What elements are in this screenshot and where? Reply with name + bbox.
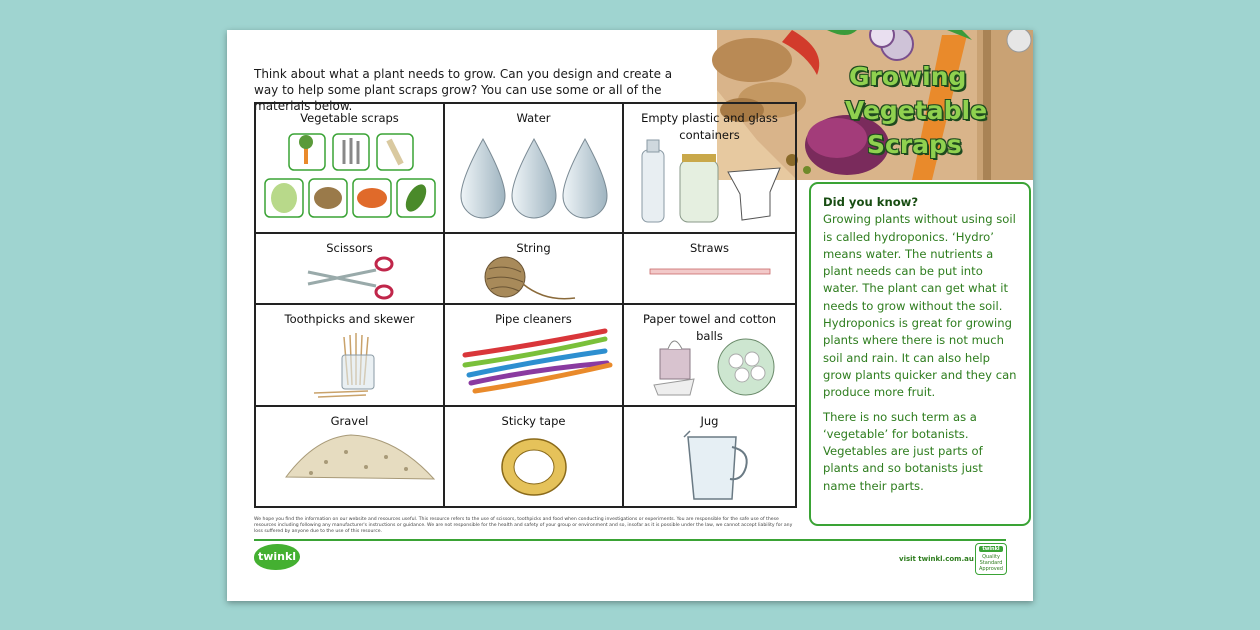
material-cell — [255, 233, 444, 304]
material-label: String — [516, 241, 551, 255]
material-label: Toothpicks and skewer — [284, 312, 415, 326]
material-cell — [444, 304, 623, 406]
title-line-2: Vegetable — [845, 96, 988, 125]
material-label: Empty plastic and glass containers — [641, 111, 778, 142]
material-cell — [255, 103, 444, 233]
material-label: Straws — [690, 241, 729, 255]
twinkl-logo[interactable]: twinkl — [254, 544, 300, 570]
material-cell — [444, 233, 623, 304]
info-paragraph-1: Growing plants without using soil is called hydroponics. ‘Hydro’ means water. The nutrients a plant needs can be put into water. The plant can get what it needs to grow without the soil. Hydroponics is great for growing plants where there is not much soil and rain. It can also help grow plants quicker and they can produce more fruit. — [823, 212, 1017, 400]
footer-divider — [254, 539, 1006, 541]
material-cell — [623, 103, 796, 233]
material-label: Vegetable scraps — [300, 111, 399, 125]
materials-grid — [254, 102, 797, 508]
visit-link[interactable]: visit twinkl.com.au — [899, 555, 974, 563]
worksheet — [227, 30, 1033, 601]
material-cell — [623, 233, 796, 304]
quality-badge — [975, 543, 1007, 575]
material-cell — [623, 304, 796, 406]
title-line-3: Scraps — [867, 130, 962, 159]
badge-text: Quality Standard Approved — [979, 554, 1003, 572]
badge-brand: twinkl — [979, 546, 1003, 552]
info-heading: Did you know? — [823, 195, 919, 209]
material-cell — [444, 103, 623, 233]
material-label: Water — [516, 111, 551, 125]
material-label: Scissors — [326, 241, 373, 255]
material-label: Paper towel and cotton balls — [642, 312, 777, 343]
material-label: Pipe cleaners — [495, 312, 572, 326]
intro-text: Think about what a plant needs to grow. Can you design and create a way to help some plant scraps grow? You can use some or all of the materials below. — [254, 67, 673, 113]
info-paragraph-2: There is no such term as a ‘vegetable’ for botanists. Vegetables are just parts of plants and so botanists just name their parts. — [823, 409, 983, 493]
material-cell — [255, 304, 444, 406]
disclaimer-text: We hope you find the information on our website and resources useful. This resource refers to the use of scissors, toothpicks and food when conducting investigations or experiments. You are responsible for the safe use of these resources including following any manufacturer's instructions or guidance. We are not responsible for the health and safety of your group or environment and so, insofar as it is possible under the law, we cannot accept liability for any loss suffered by anyone due to the use of this resource. — [254, 517, 793, 534]
material-cell — [444, 406, 623, 507]
material-label: Gravel — [330, 414, 369, 428]
title-line-1: Growing — [849, 62, 967, 91]
material-label: Jug — [700, 414, 719, 428]
did-you-know-box — [809, 182, 1031, 526]
material-cell — [255, 406, 444, 507]
material-cell — [623, 406, 796, 507]
material-label: Sticky tape — [501, 414, 566, 428]
